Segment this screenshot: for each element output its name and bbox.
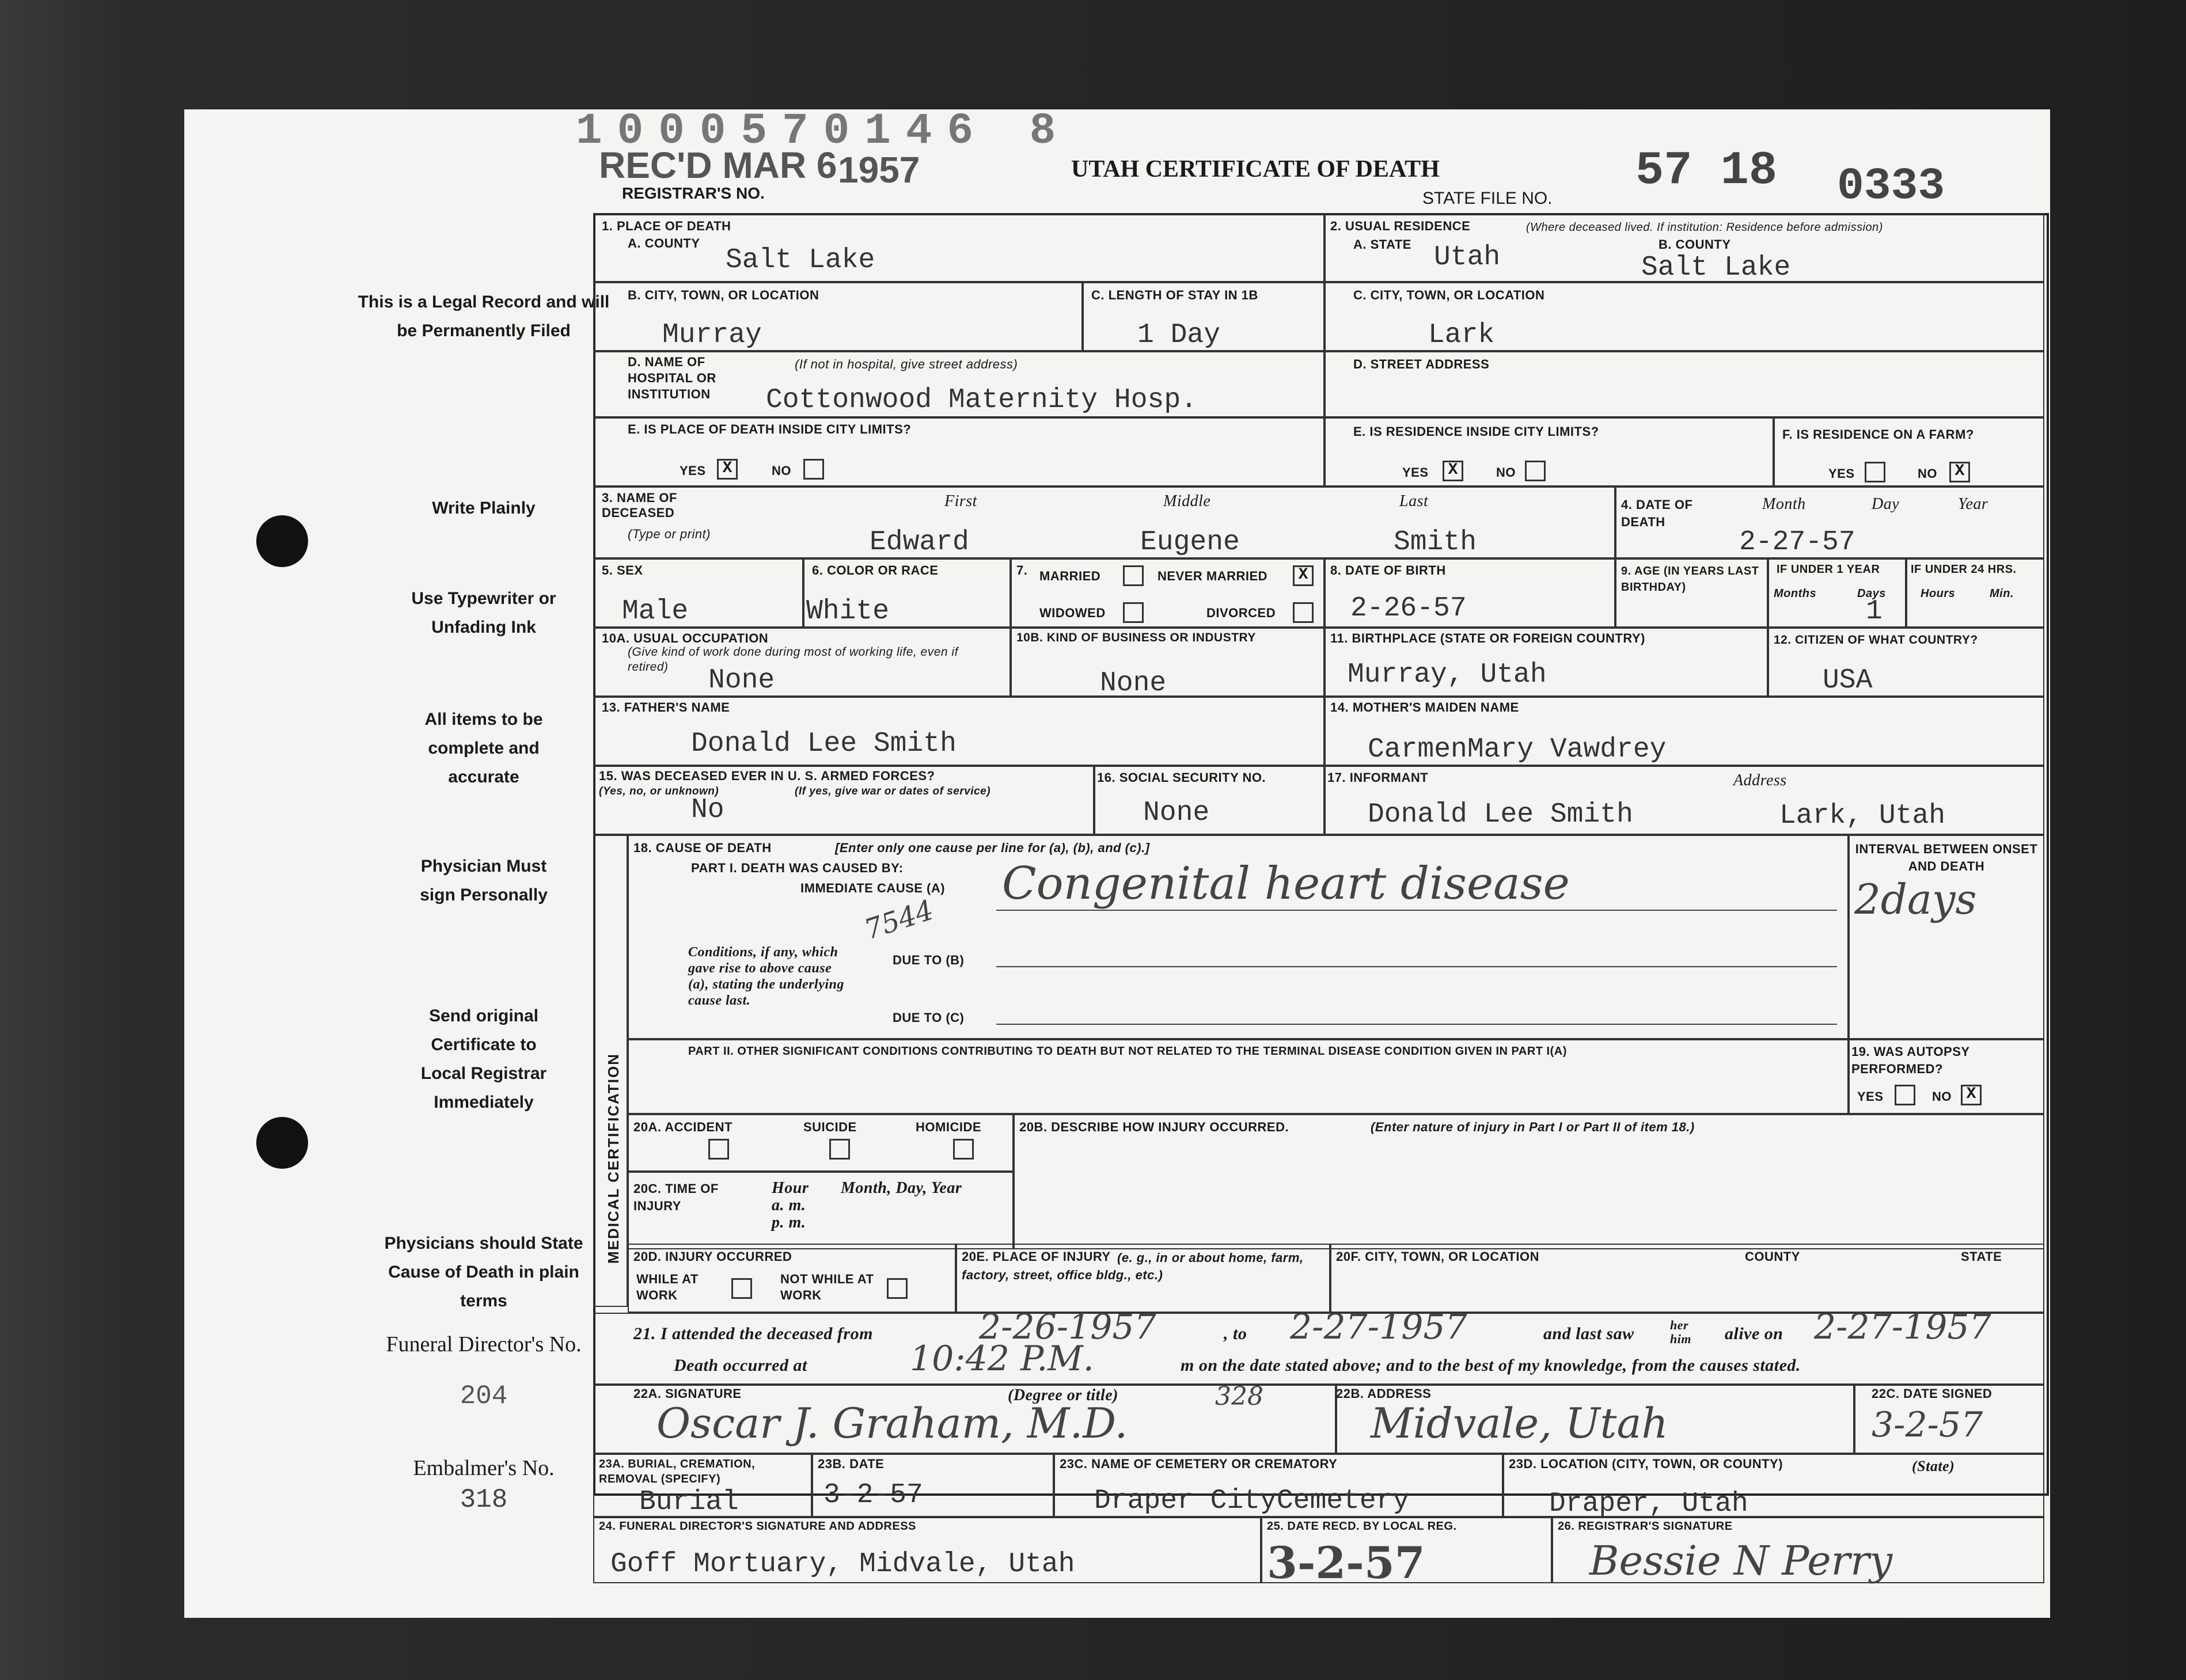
physician-address: Midvale, Utah	[1371, 1399, 1668, 1447]
residence-county-label: B. COUNTY	[1659, 237, 1731, 252]
res-inside-yes-label: YES	[1402, 465, 1429, 480]
widowed-label: WIDOWED	[1039, 606, 1106, 620]
residence-hint: (Where deceased lived. If institution: Residence before admission)	[1526, 221, 1883, 234]
inside-limits-no-label: NO	[772, 463, 791, 478]
street-label: D. STREET ADDRESS	[1353, 357, 1490, 371]
date-recd: 3-2-57	[1267, 1537, 1425, 1588]
dob-label: 8. DATE OF BIRTH	[1330, 563, 1446, 577]
informant-name: Donald Lee Smith	[1368, 799, 1633, 830]
married-label: MARRIED	[1039, 569, 1101, 583]
hour-label: Hour	[772, 1179, 809, 1197]
homicide-label: HOMICIDE	[916, 1120, 981, 1134]
residence-city: Lark	[1428, 320, 1495, 351]
place-injury-hint: (e. g., in or about home, farm, factory, street, office bldg., etc.)	[962, 1251, 1304, 1282]
residence-county: Salt Lake	[1641, 252, 1791, 283]
never-married-checkbox[interactable]: X	[1293, 565, 1314, 586]
under24-label: IF UNDER 24 HRS.	[1911, 563, 2017, 576]
date-signed-label: 22C. DATE SIGNED	[1872, 1386, 1993, 1401]
interval-label: INTERVAL BETWEEN ONSET AND DEATH	[1855, 842, 2038, 873]
injury-state-label: STATE	[1961, 1249, 2002, 1264]
mother-label: 14. MOTHER'S MAIDEN NAME	[1330, 700, 1519, 714]
age-days: 1	[1866, 596, 1883, 627]
registrar-sig-label: 26. REGISTRAR'S SIGNATURE	[1558, 1520, 1733, 1533]
residence-label: 2. USUAL RESIDENCE	[1330, 219, 1471, 233]
injury-city-label: 20F. CITY, TOWN, OR LOCATION	[1336, 1249, 1539, 1264]
farm-yes-label: YES	[1828, 466, 1855, 481]
cemetery-label: 23C. NAME OF CEMETERY OR CREMATORY	[1060, 1457, 1338, 1471]
armed-label: 15. WAS DECEASED EVER IN U. S. ARMED FORCES?	[599, 769, 935, 783]
her-him-label: her him	[1670, 1318, 1691, 1346]
received-stamp: REC'D MAR 6	[599, 145, 837, 186]
marital-label: 7.	[1016, 563, 1028, 577]
ssn-value: None	[1143, 797, 1210, 828]
cause-label: 18. CAUSE OF DEATH	[633, 841, 772, 855]
sex-value: Male	[622, 596, 689, 627]
race-label: 6. COLOR OR RACE	[812, 563, 939, 577]
time-of-injury-label: 20C. TIME OF INJURY	[633, 1181, 719, 1213]
immediate-cause: Congenital heart disease	[1002, 858, 1570, 910]
last-name: Smith	[1394, 527, 1477, 558]
signature-number: 328	[1215, 1382, 1263, 1411]
armed-hint: (Yes, no, or unknown)	[599, 785, 719, 797]
inside-limits-no-checkbox[interactable]	[803, 459, 824, 480]
informant-label: 17. INFORMANT	[1327, 770, 1429, 785]
farm-no-label: NO	[1918, 466, 1937, 481]
registrar-no-label: REGISTRAR'S NO.	[622, 184, 765, 202]
sidebar-note-send-original: Send original Certificate to Local Registrar Immediately	[420, 1006, 547, 1112]
sidebar-note-typewriter: Use Typewriter or Unfading Ink	[411, 589, 556, 637]
year-label: Year	[1958, 495, 1988, 513]
funeral-director-number: 204	[460, 1381, 508, 1411]
date-of-death: 2-27-57	[1739, 527, 1855, 558]
funeral-director-sig-label: 24. FUNERAL DIRECTOR'S SIGNATURE AND ADDRESS	[599, 1520, 916, 1533]
burial-location: Draper, Utah	[1549, 1488, 1748, 1519]
hospital-name: Cottonwood Maternity Hosp.	[766, 385, 1197, 416]
due-to-b-label: DUE TO (B)	[893, 953, 965, 967]
day-label: Day	[1872, 495, 1900, 513]
length-of-stay: 1 Day	[1137, 320, 1221, 351]
accident-checkbox[interactable]	[708, 1139, 729, 1160]
race-value: White	[806, 596, 890, 627]
autopsy-no-checkbox[interactable]: X	[1961, 1085, 1982, 1105]
farm-yes-checkbox[interactable]	[1865, 462, 1885, 482]
divorced-label: DIVORCED	[1206, 606, 1276, 620]
death-time: 10:42 P.M.	[910, 1339, 1094, 1379]
attended-text: 21. I attended the deceased from	[633, 1324, 873, 1343]
address-label: 22B. ADDRESS	[1336, 1386, 1432, 1401]
middle-name: Eugene	[1140, 527, 1240, 558]
punch-hole-top	[256, 515, 308, 567]
last-saw-label: and last saw	[1543, 1324, 1634, 1343]
embalmer-number: 318	[460, 1485, 508, 1515]
days-label: Days	[1857, 587, 1886, 600]
residence-city-label: C. CITY, TOWN, OR LOCATION	[1353, 288, 1545, 302]
residence-state: Utah	[1434, 242, 1501, 273]
stay-label: C. LENGTH OF STAY IN 1B	[1091, 288, 1258, 302]
page-title: UTAH CERTIFICATE OF DEATH	[1071, 156, 1440, 183]
interval-value: 2days	[1854, 875, 1977, 923]
inside-limits-label: E. IS PLACE OF DEATH INSIDE CITY LIMITS?	[628, 422, 912, 436]
medical-certification-label	[605, 1229, 623, 1264]
cemetery-name: Draper CityCemetery	[1094, 1485, 1410, 1516]
first-label: First	[944, 492, 977, 510]
burial-date: 3-2-57	[823, 1480, 923, 1511]
received-year: 1957	[838, 149, 920, 191]
am-label: a. m.	[772, 1196, 806, 1214]
not-while-work-checkbox[interactable]	[887, 1278, 908, 1299]
death-occurred-label: Death occurred at	[674, 1356, 807, 1375]
date-signed: 3-2-57	[1872, 1405, 1983, 1445]
middle-label: Middle	[1163, 492, 1211, 510]
injury-desc-hint: (Enter nature of injury in Part I or Part II of item 18.)	[1371, 1120, 1695, 1134]
business-value: None	[1100, 668, 1167, 699]
county-label: A. COUNTY	[628, 236, 700, 250]
funeral-director-label: Funeral Director's No.	[386, 1332, 582, 1356]
attended-to: 2-27-1957	[1290, 1307, 1467, 1347]
due-to-c-label: DUE TO (C)	[893, 1010, 965, 1025]
age-label: 9. AGE (IN YEARS LAST BIRTHDAY)	[1621, 565, 1759, 594]
registrar-signature: Bessie N Perry	[1589, 1537, 1893, 1584]
months-label: Months	[1774, 587, 1817, 600]
death-occurred-rest: m on the date stated above; and to the best of my knowledge, from the causes stated.	[1181, 1356, 1801, 1375]
suicide-label: SUICIDE	[803, 1120, 857, 1134]
occupation-hint: (Give kind of work done during most of working life, even if retired)	[628, 645, 958, 674]
not-while-work-label: NOT WHILE AT WORK	[780, 1272, 874, 1302]
farm-label: F. IS RESIDENCE ON A FARM?	[1782, 427, 1974, 442]
widowed-checkbox[interactable]	[1123, 602, 1144, 623]
sidebar-note-physician: Physician Must sign Personally	[420, 857, 548, 904]
while-work-label: WHILE AT WORK	[636, 1272, 699, 1302]
name-hint: (Type or print)	[628, 527, 711, 541]
occupation-value: None	[708, 665, 775, 696]
sex-label: 5. SEX	[602, 563, 643, 577]
birthplace-label: 11. BIRTHPLACE (STATE OR FOREIGN COUNTRY)	[1330, 631, 1645, 645]
city-label: B. CITY, TOWN, OR LOCATION	[628, 288, 819, 302]
state-file-no-part1: 57 18	[1635, 144, 1778, 197]
degree-label: (Degree or title)	[1008, 1386, 1118, 1404]
alive-date: 2-27-1957	[1814, 1307, 1991, 1347]
name-label: 3. NAME OF DECEASED	[602, 491, 677, 520]
father-label: 13. FATHER'S NAME	[602, 700, 730, 714]
cause-hint: [Enter only one cause per line for (a), (b), and (c).]	[835, 841, 1150, 855]
hospital-label: D. NAME OF HOSPITAL OR INSTITUTION	[628, 355, 716, 401]
inside-limits-yes-checkbox[interactable]: X	[717, 459, 738, 480]
father-name: Donald Lee Smith	[691, 728, 957, 759]
place-injury-label: 20E. PLACE OF INJURY	[962, 1249, 1111, 1264]
while-work-checkbox[interactable]	[731, 1278, 752, 1299]
res-inside-no-label: NO	[1496, 465, 1516, 480]
place-of-death-label: 1. PLACE OF DEATH	[602, 219, 731, 233]
burial-date-label: 23B. DATE	[818, 1457, 885, 1471]
farm-no-checkbox[interactable]: X	[1949, 462, 1970, 482]
funeral-director: Goff Mortuary, Midvale, Utah	[610, 1549, 1075, 1580]
armed-hint2: (If yes, give war or dates of service)	[795, 785, 991, 797]
burial-method-label: 23A. BURIAL, CREMATION, REMOVAL (SPECIFY)	[599, 1458, 756, 1485]
autopsy-no-label: NO	[1932, 1089, 1952, 1104]
date-of-death-label: 4. DATE OF DEATH	[1621, 497, 1693, 529]
occupation-label: 10A. USUAL OCCUPATION	[602, 631, 769, 645]
informant-address: Lark, Utah	[1779, 800, 1946, 831]
month-label: Month	[1762, 495, 1806, 513]
burial-method: Burial	[639, 1487, 739, 1518]
part1-label: PART I. DEATH WAS CAUSED BY:	[691, 861, 904, 875]
injury-desc-label: 20B. DESCRIBE HOW INJURY OCCURRED.	[1019, 1120, 1289, 1134]
autopsy-yes-label: YES	[1857, 1089, 1884, 1104]
citizen-label: 12. CITIZEN OF WHAT COUNTRY?	[1774, 633, 1978, 647]
birthplace-value: Murray, Utah	[1348, 659, 1547, 690]
sidebar-note-legal: This is a Legal Record and will be Permanently Filed	[358, 292, 610, 340]
attended-to-label: , to	[1224, 1324, 1247, 1343]
citizen-value: USA	[1823, 665, 1873, 696]
hospital-hint: (If not in hospital, give street address)	[795, 357, 1018, 371]
residence-state-label: A. STATE	[1353, 237, 1411, 252]
conditions-label: Conditions, if any, which gave rise to above cause (a), stating the underlying cause last.	[688, 945, 844, 1008]
res-inside-yes-checkbox[interactable]: X	[1443, 461, 1463, 481]
res-inside-limits-label: E. IS RESIDENCE INSIDE CITY LIMITS?	[1353, 424, 1599, 439]
armed-value: No	[691, 795, 724, 826]
business-label: 10B. KIND OF BUSINESS OR INDUSTRY	[1016, 631, 1256, 644]
autopsy-yes-checkbox[interactable]	[1895, 1085, 1915, 1105]
ssn-label: 16. SOCIAL SECURITY NO.	[1097, 770, 1266, 785]
punch-hole-bottom	[256, 1117, 308, 1169]
pm-label: p. m.	[772, 1214, 806, 1232]
part2-label: PART II. OTHER SIGNIFICANT CONDITIONS CONTRIBUTING TO DEATH BUT NOT RELATED TO THE TERMINAL DISEASE CONDITION GIVEN IN PART I(A)	[688, 1045, 1567, 1058]
attended-from: 2-26-1957	[979, 1307, 1156, 1347]
location-state-label: (State)	[1912, 1458, 1955, 1474]
mdy-label: Month, Day, Year	[841, 1179, 962, 1197]
autopsy-label: 19. WAS AUTOPSY PERFORMED?	[1851, 1044, 1970, 1076]
mother-name: CarmenMary Vawdrey	[1368, 734, 1667, 765]
immediate-label: IMMEDIATE CAUSE (A)	[800, 881, 946, 895]
alive-on-label: alive on	[1725, 1324, 1783, 1343]
state-file-label: STATE FILE NO.	[1422, 189, 1553, 208]
injury-occurred-label: 20D. INJURY OCCURRED	[633, 1249, 792, 1264]
res-inside-no-checkbox[interactable]	[1525, 461, 1546, 481]
registrar-serial: 1000570146 8	[576, 107, 1071, 156]
cause-b-line	[996, 966, 1837, 967]
first-name: Edward	[870, 527, 969, 558]
cause-c-line	[996, 1024, 1837, 1025]
location-label: 23D. LOCATION (CITY, TOWN, OR COUNTY)	[1509, 1457, 1783, 1471]
injury-county-label: COUNTY	[1745, 1249, 1800, 1264]
death-city: Murray	[662, 320, 762, 351]
sidebar-note-cause-plain: Physicians should State Cause of Death in plain terms	[384, 1234, 583, 1310]
cause-code: 7544	[860, 894, 938, 947]
min-label: Min.	[1990, 587, 2014, 600]
date-of-birth: 2-26-57	[1350, 593, 1467, 624]
homicide-checkbox[interactable]	[953, 1139, 974, 1160]
date-recd-label: 25. DATE RECD. BY LOCAL REG.	[1267, 1520, 1457, 1533]
sidebar-note-write-plainly: Write Plainly	[432, 499, 536, 518]
sidebar-note-complete: All items to be complete and accurate	[424, 710, 543, 786]
hours-label: Hours	[1921, 587, 1956, 600]
physician-signature: Oscar J. Graham, M.D.	[656, 1399, 1128, 1447]
last-label: Last	[1399, 492, 1429, 510]
signature-label: 22A. SIGNATURE	[633, 1386, 742, 1401]
accident-label: 20A. ACCIDENT	[633, 1120, 733, 1134]
inside-limits-yes-label: YES	[680, 463, 706, 478]
suicide-checkbox[interactable]	[829, 1139, 850, 1160]
divorced-checkbox[interactable]	[1293, 602, 1314, 623]
married-checkbox[interactable]	[1123, 565, 1144, 586]
death-county: Salt Lake	[726, 245, 875, 276]
embalmer-label: Embalmer's No.	[413, 1456, 555, 1480]
state-file-no-part2: 0333	[1837, 161, 1945, 212]
never-married-label: NEVER MARRIED	[1157, 569, 1268, 583]
under1-label: IF UNDER 1 YEAR	[1777, 563, 1880, 576]
informant-address-label: Address	[1733, 771, 1787, 789]
cause-a-line	[996, 910, 1837, 911]
